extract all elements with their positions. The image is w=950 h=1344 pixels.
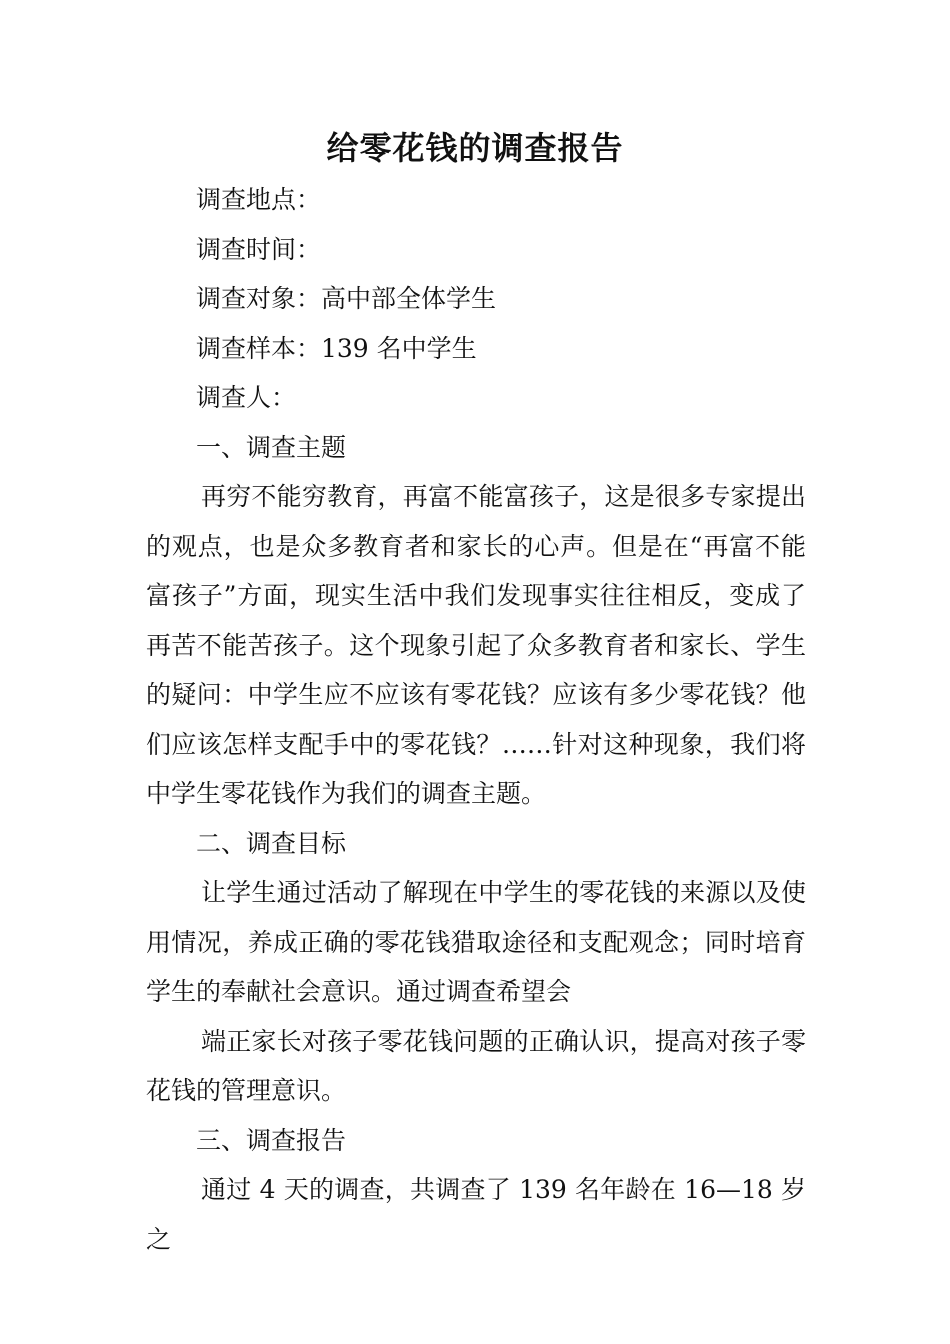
meta-location: 调查地点： [196, 185, 322, 214]
meta-subject: 调查对象：高中部全体学生 [196, 284, 497, 313]
section-paragraph-goal-1: 让学生通过活动了解现在中学生的零花钱的来源以及使用情况，养成正确的零花钱猎取途径和支配观念；同时培育学生的奉献社会意识。通过调查希望会 [146, 878, 806, 1006]
meta-sample: 调查样本：139 名中学生 [196, 333, 477, 363]
document-body [146, 175, 806, 1264]
section-paragraph-theme: 再穷不能穷教育，再富不能富孩子，这是很多专家提出的观点，也是众多教育者和家长的心声。但是在“再富不能富孩子”方面，现实生活中我们发现事实往往相反，变成了再苦不能苦孩子。这个现象引起了众多教育者和家长、学生的疑问：中学生应不应该有零花钱？应该有多少零花钱？他们应该怎样支配手中的零花钱？……针对这种现象，我们将中学生零花钱作为我们的调查主题。 [146, 482, 806, 808]
section-paragraph-report: 通过 4 天的调查，共调查了 139 名年龄在 16—18 岁之 [146, 1175, 806, 1254]
document-title: 给零花钱的调查报告 [326, 129, 624, 167]
section-heading-theme: 一、调查主题 [196, 432, 347, 462]
section-paragraph-goal-2: 端正家长对孩子零花钱问题的正确认识，提高对孩子零花钱的管理意识。 [146, 1026, 806, 1105]
meta-investigator: 调查人： [196, 383, 297, 412]
section-heading-goal: 二、调查目标 [196, 828, 347, 858]
section-heading-report: 三、调查报告 [196, 1125, 347, 1155]
meta-time: 调查时间： [196, 234, 322, 264]
